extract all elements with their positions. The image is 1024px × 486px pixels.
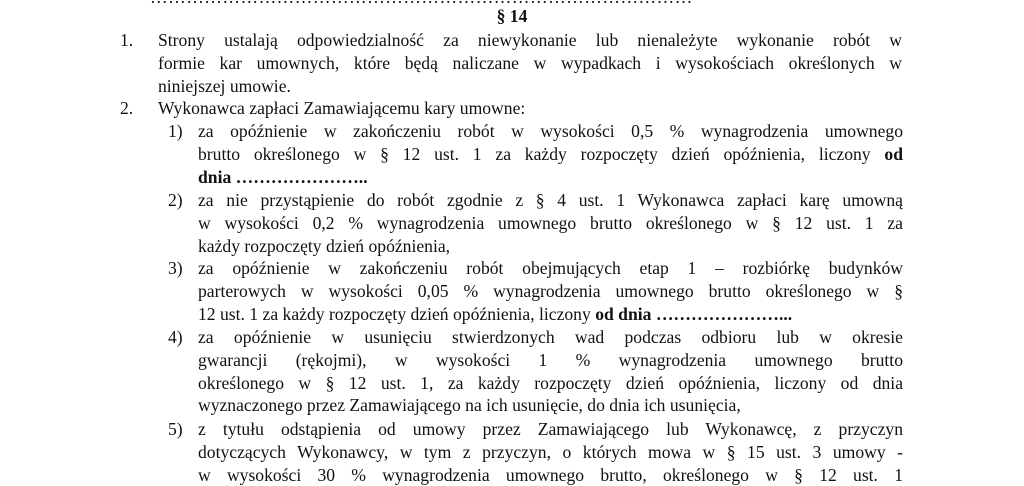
sub-item-number: 5) bbox=[168, 419, 183, 439]
text-line: za nie przystąpienie do robót zgodnie z § 4 ust. 1 Wykonawca zapłaci karę umowną bbox=[198, 190, 903, 210]
text-line bbox=[198, 166, 903, 189]
bold-segment: od dnia …………………... bbox=[595, 303, 793, 324]
sub-item-number: 4) bbox=[168, 327, 183, 347]
text-line: parterowych w wysokości 0,05 % wynagrodzenia umownego brutto określonego w § bbox=[198, 280, 903, 301]
section-heading: § 14 bbox=[496, 6, 528, 26]
text-line: gwarancji (rękojmi), w wysokości 1 % wynagrodzenia umownego brutto bbox=[198, 349, 903, 370]
text-line: za opóźnienie w zakończeniu robót w wysokości 0,5 % wynagrodzenia umownego bbox=[198, 121, 903, 141]
list-item-2 bbox=[120, 97, 902, 120]
bold-segment: od bbox=[884, 143, 903, 164]
text-line: każdy rozpoczęty dzień opóźnienia, bbox=[198, 235, 451, 256]
text-line: w wysokości 0,2 % wynagrodzenia umownego brutto określonego w § 12 ust. 1 za bbox=[198, 212, 903, 233]
text-segment: brutto określonego w § 12 ust. 1 za każdy rozpoczęty dzień opóźnienia, liczony bbox=[198, 143, 871, 164]
sub-item-3 bbox=[168, 257, 903, 325]
text-line: niniejszej umowie. bbox=[158, 75, 291, 96]
text-line: dotyczących Wykonawcy, w tym z przyczyn, o których mowa w § 15 ust. 3 umowy - bbox=[198, 441, 903, 462]
text-line: Strony ustalają odpowiedzialność za niewykonanie lub nienależyte wykonanie robót w bbox=[158, 30, 902, 50]
list-item-number: 2. bbox=[120, 98, 134, 118]
sub-item-4 bbox=[168, 326, 903, 417]
text-line: Wykonawca zapłaci Zamawiającemu kary umowne: bbox=[158, 98, 526, 118]
text-line: określonego w § 12 ust. 1, za każdy rozpoczęty dzień opóźnienia, liczony od dnia bbox=[198, 372, 903, 393]
text-segment: 12 ust. 1 za każdy rozpoczęty dzień opóźnienia, liczony bbox=[198, 303, 591, 324]
list-item-number: 1. bbox=[120, 30, 134, 50]
sub-item-1 bbox=[168, 120, 903, 188]
text-line: w wysokości 30 % wynagrodzenia umownego brutto, określonego w § 12 ust. 1 bbox=[198, 464, 903, 485]
sub-item-number: 3) bbox=[168, 258, 183, 278]
text-line: z tytułu odstąpienia od umowy przez Zamawiającego lub Wykonawcę, z przyczyn bbox=[198, 419, 903, 439]
sub-item-number: 2) bbox=[168, 190, 183, 210]
bold-segment: dnia ………………….. bbox=[198, 166, 368, 187]
text-line: wyznaczonego przez Zamawiającego na ich usunięcie, do dnia ich usunięcia, bbox=[198, 395, 741, 416]
text-line-with-bold bbox=[198, 143, 903, 166]
text-line: formie kar umownych, które będą naliczane w wypadkach i wysokościach określonych w bbox=[158, 52, 902, 73]
sub-item-number: 1) bbox=[168, 121, 183, 141]
text-line-with-bold bbox=[198, 303, 903, 326]
text-line: za opóźnienie w usunięciu stwierdzonych wad podczas odbioru lub w okresie bbox=[198, 327, 903, 347]
sub-item-5 bbox=[168, 418, 903, 486]
sub-item-2 bbox=[168, 189, 903, 257]
list-item-1 bbox=[120, 29, 902, 97]
text-line: za opóźnienie w zakończeniu robót obejmujących etap 1 – rozbiórkę budynków bbox=[198, 258, 903, 278]
